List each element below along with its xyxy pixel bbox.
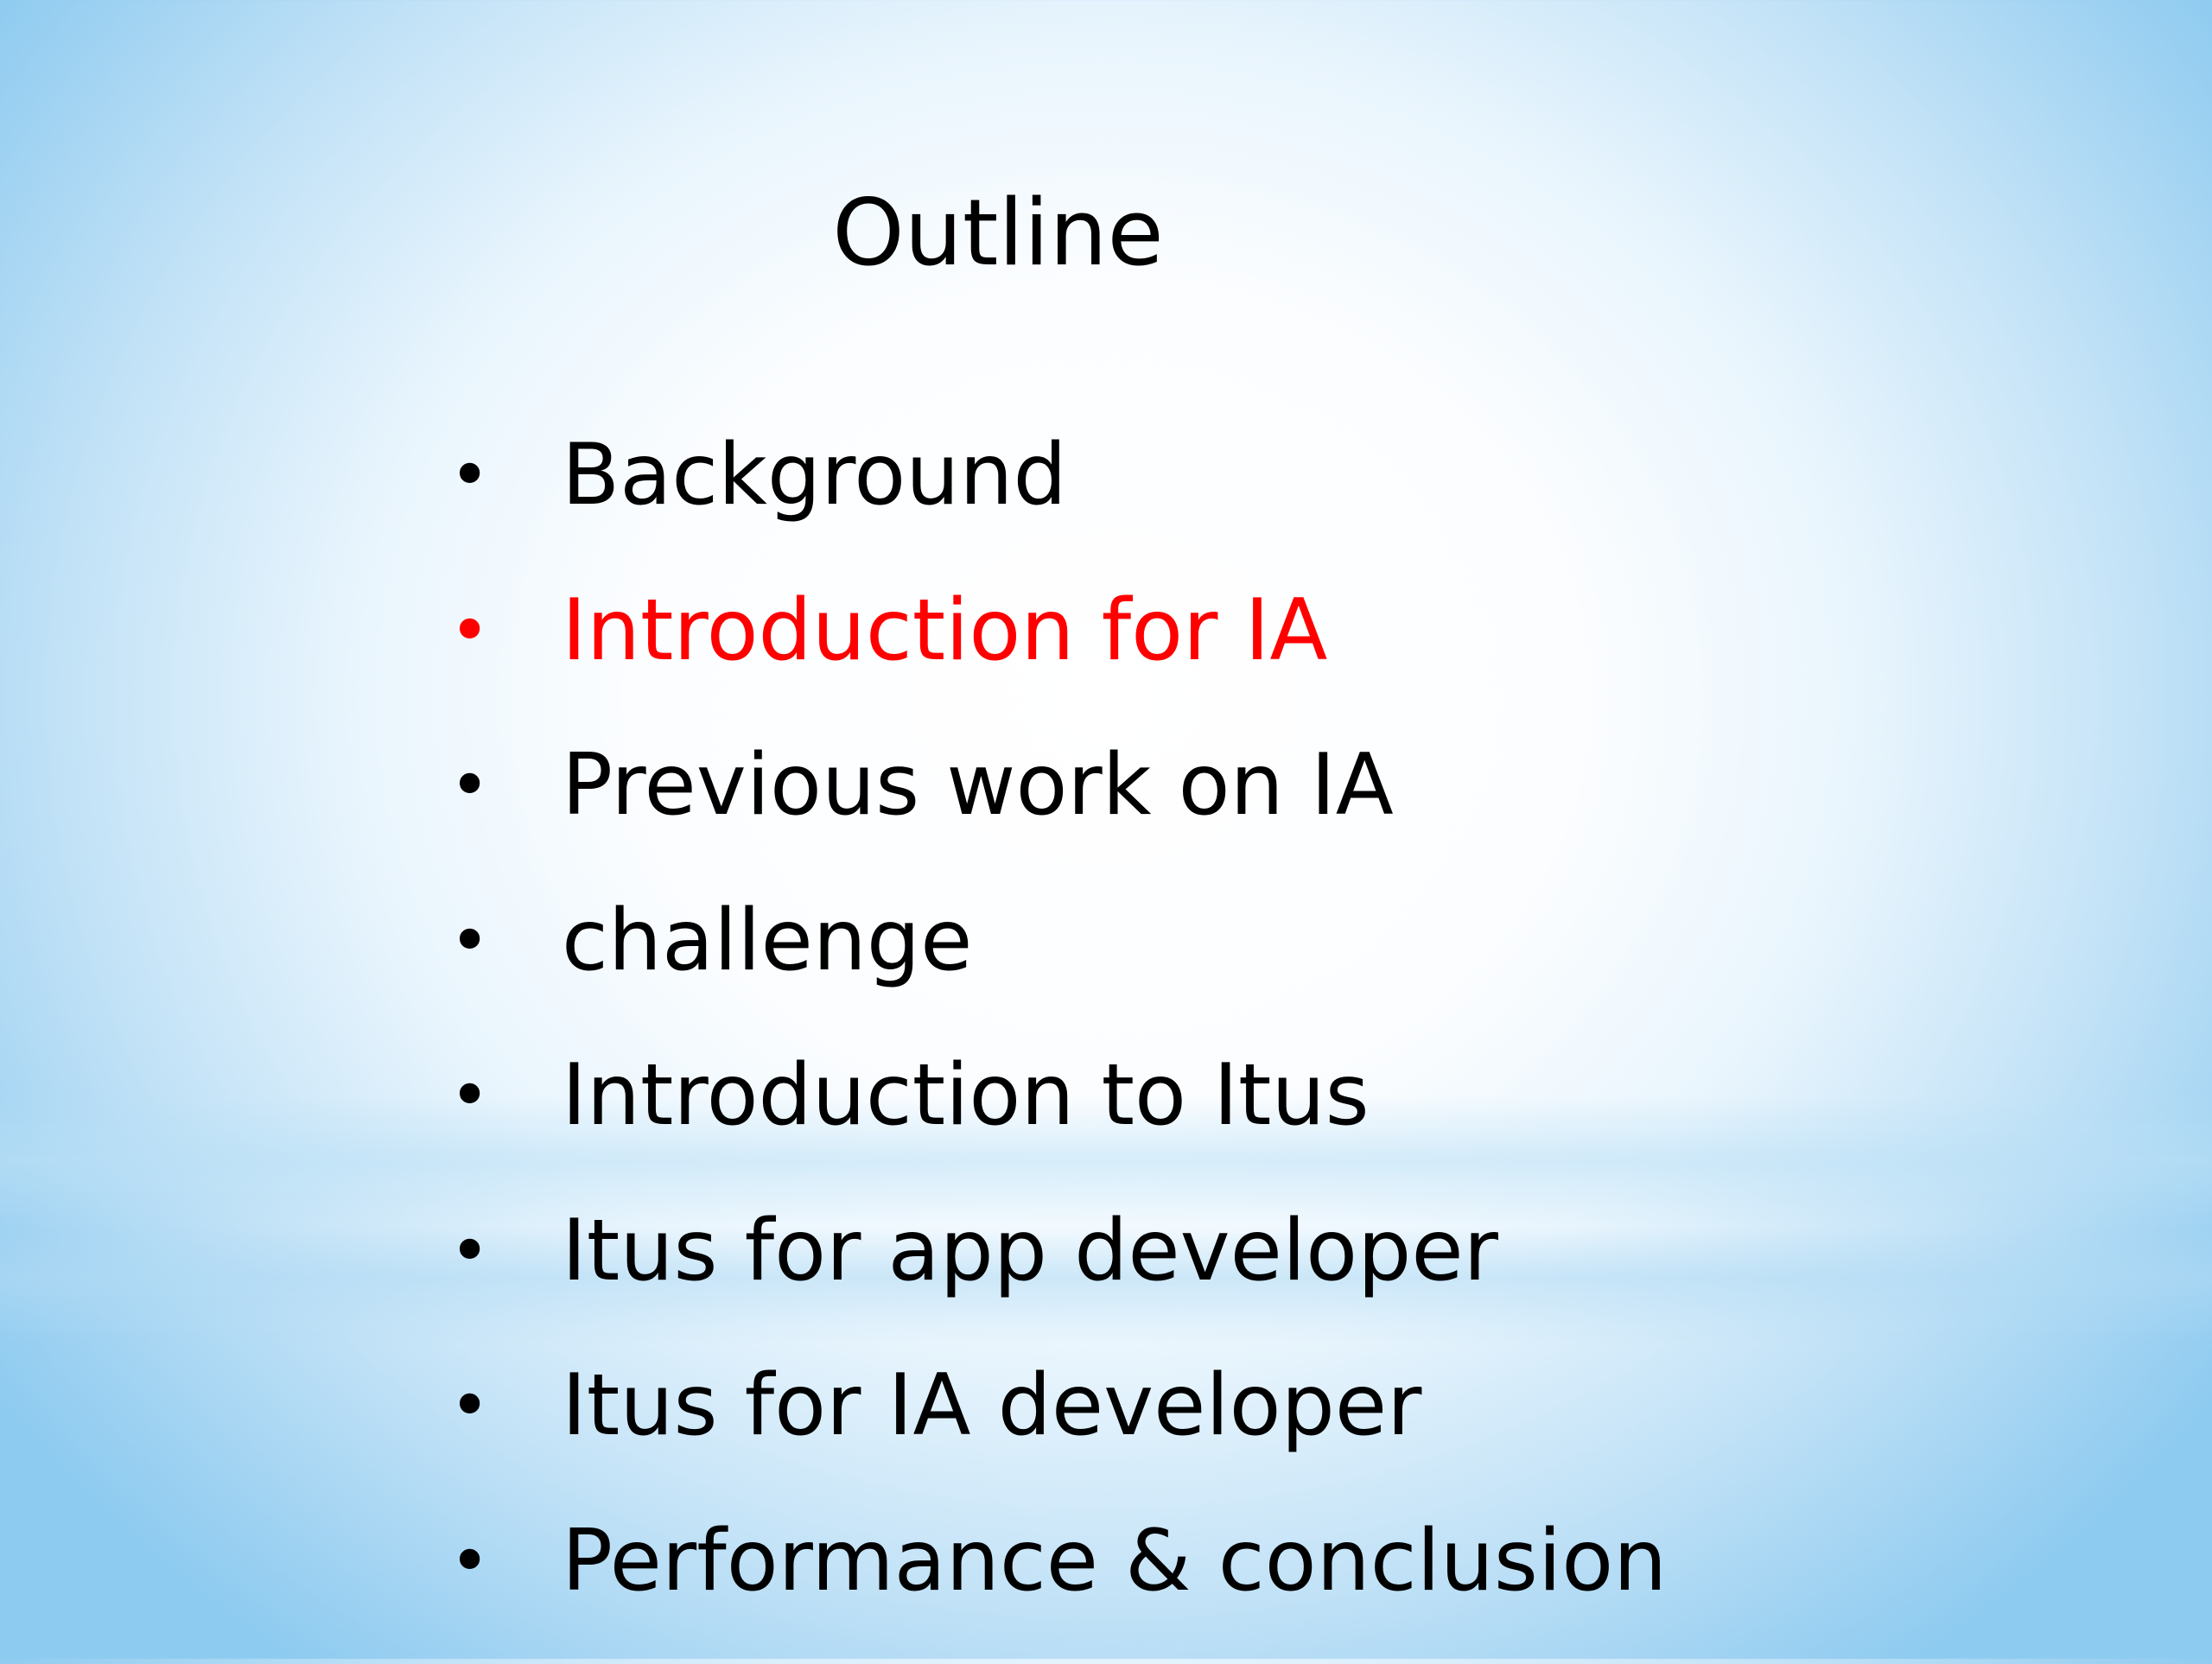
- outline-item-label: Previous work on IA: [562, 736, 1394, 835]
- outline-item-label: Background: [562, 426, 1067, 524]
- outline-item-label: Itus for IA developer: [562, 1356, 1422, 1455]
- bullet-icon: •: [449, 589, 491, 670]
- bullet-icon: •: [449, 1210, 491, 1291]
- bullet-icon: •: [449, 899, 491, 981]
- outline-item-label: Itus for app developer: [562, 1201, 1498, 1300]
- bullet-icon: •: [449, 1055, 491, 1135]
- bullet-icon: •: [449, 1520, 491, 1601]
- slide-title: Outline: [832, 180, 1164, 286]
- outline-item-label: challenge: [562, 891, 973, 990]
- bullet-icon: •: [449, 745, 491, 825]
- outline-item-label: Introduction to Itus: [562, 1046, 1370, 1145]
- outline-item-label: Performance & conclusion: [562, 1511, 1668, 1610]
- bullet-icon: •: [449, 435, 491, 515]
- outline-item-label: Introduction for IA: [562, 581, 1328, 680]
- bullet-icon: •: [449, 1365, 491, 1445]
